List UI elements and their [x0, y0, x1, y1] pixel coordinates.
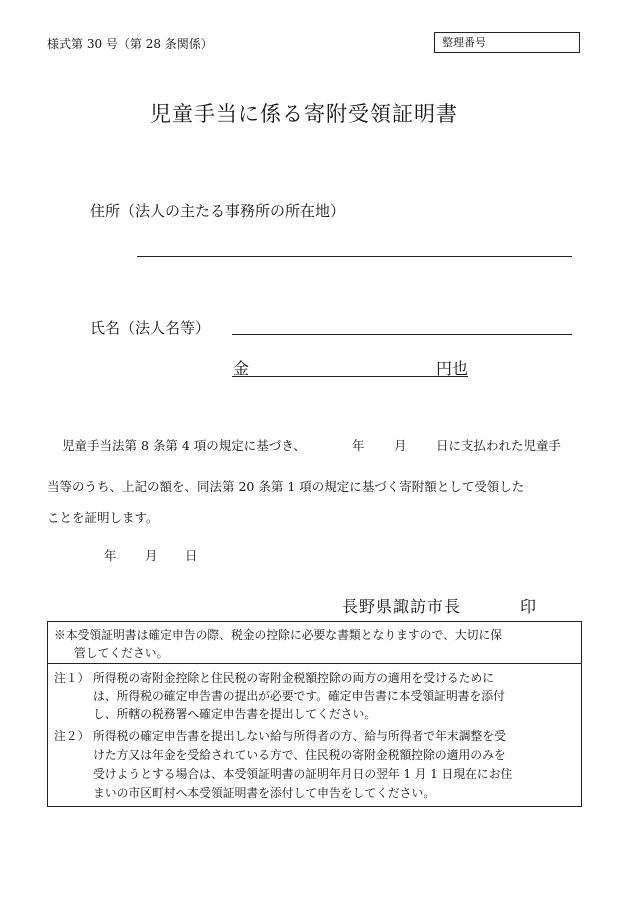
- note2-line: 所得税の確定申告書を提出しない給与所得者の方、給与所得者で年末調整を受: [93, 729, 506, 743]
- issue-month: 月: [145, 548, 158, 563]
- notice-line1: ※本受領証明書は確定申告の際、税金の控除に必要な書類となりますので、大切に保: [54, 628, 503, 642]
- note1-line: 所得税の寄附金控除と住民税の寄附金税額控除の両方の適用を受けるために: [93, 671, 495, 685]
- paid-month: 月: [394, 438, 407, 453]
- notice-box: [47, 621, 582, 664]
- paid-day-text: 日に支払われた児童手: [436, 438, 562, 453]
- notice-line2: 管してください。: [74, 646, 169, 660]
- reference-number-box: 整理番号: [434, 32, 580, 53]
- amount-field: [232, 356, 468, 377]
- address-line: [137, 256, 572, 257]
- seal-mark: 印: [520, 597, 537, 616]
- body-text-line3: ことを証明します。: [47, 510, 159, 525]
- note1-line: は、所得税の確定申告書の提出が必要です。確定申告書に本受領証明書を添付: [93, 689, 505, 703]
- paid-year: 年: [352, 438, 365, 453]
- name-line: [232, 334, 572, 335]
- body-text-line2: 当等のうち、上記の額を、同法第 20 条第 1 項の規定に基づく寄附額として受領した: [47, 479, 525, 494]
- note2-line: 受けようとする場合は、本受領証明書の証明年月日の翌年 1 月 1 日現在にお住: [93, 767, 513, 781]
- issue-day: 日: [185, 548, 198, 563]
- address-label: 住所（法人の主たる事務所の所在地）: [90, 202, 346, 220]
- name-label: 氏名（法人名等）: [90, 319, 211, 337]
- note1-label: 注１）: [54, 671, 90, 685]
- form-number: 様式第 30 号（第 28 条関係）: [47, 37, 213, 51]
- note2-line: まいの市区町村へ本受領証明書を添付して申告をしてください。: [93, 786, 436, 800]
- document-title: 児童手当に係る寄附受領証明書: [150, 102, 458, 126]
- amount-suffix: 円也: [435, 359, 468, 378]
- note2-label: 注２）: [54, 729, 90, 743]
- amount-prefix: 金: [233, 359, 250, 378]
- body-text-line1: 児童手当法第 8 条第 4 項の規定に基づき、: [62, 438, 306, 453]
- note2-line: けた方又は年金を受給されている方で、住民税の寄附金税額控除の適用のみを: [93, 748, 506, 762]
- issuer-name: 長野県諏訪市長: [342, 597, 462, 616]
- notes-box: [47, 664, 582, 807]
- issue-year: 年: [104, 548, 117, 563]
- note1-line: し、所轄の税務署へ確定申告書を提出してください。: [93, 707, 377, 721]
